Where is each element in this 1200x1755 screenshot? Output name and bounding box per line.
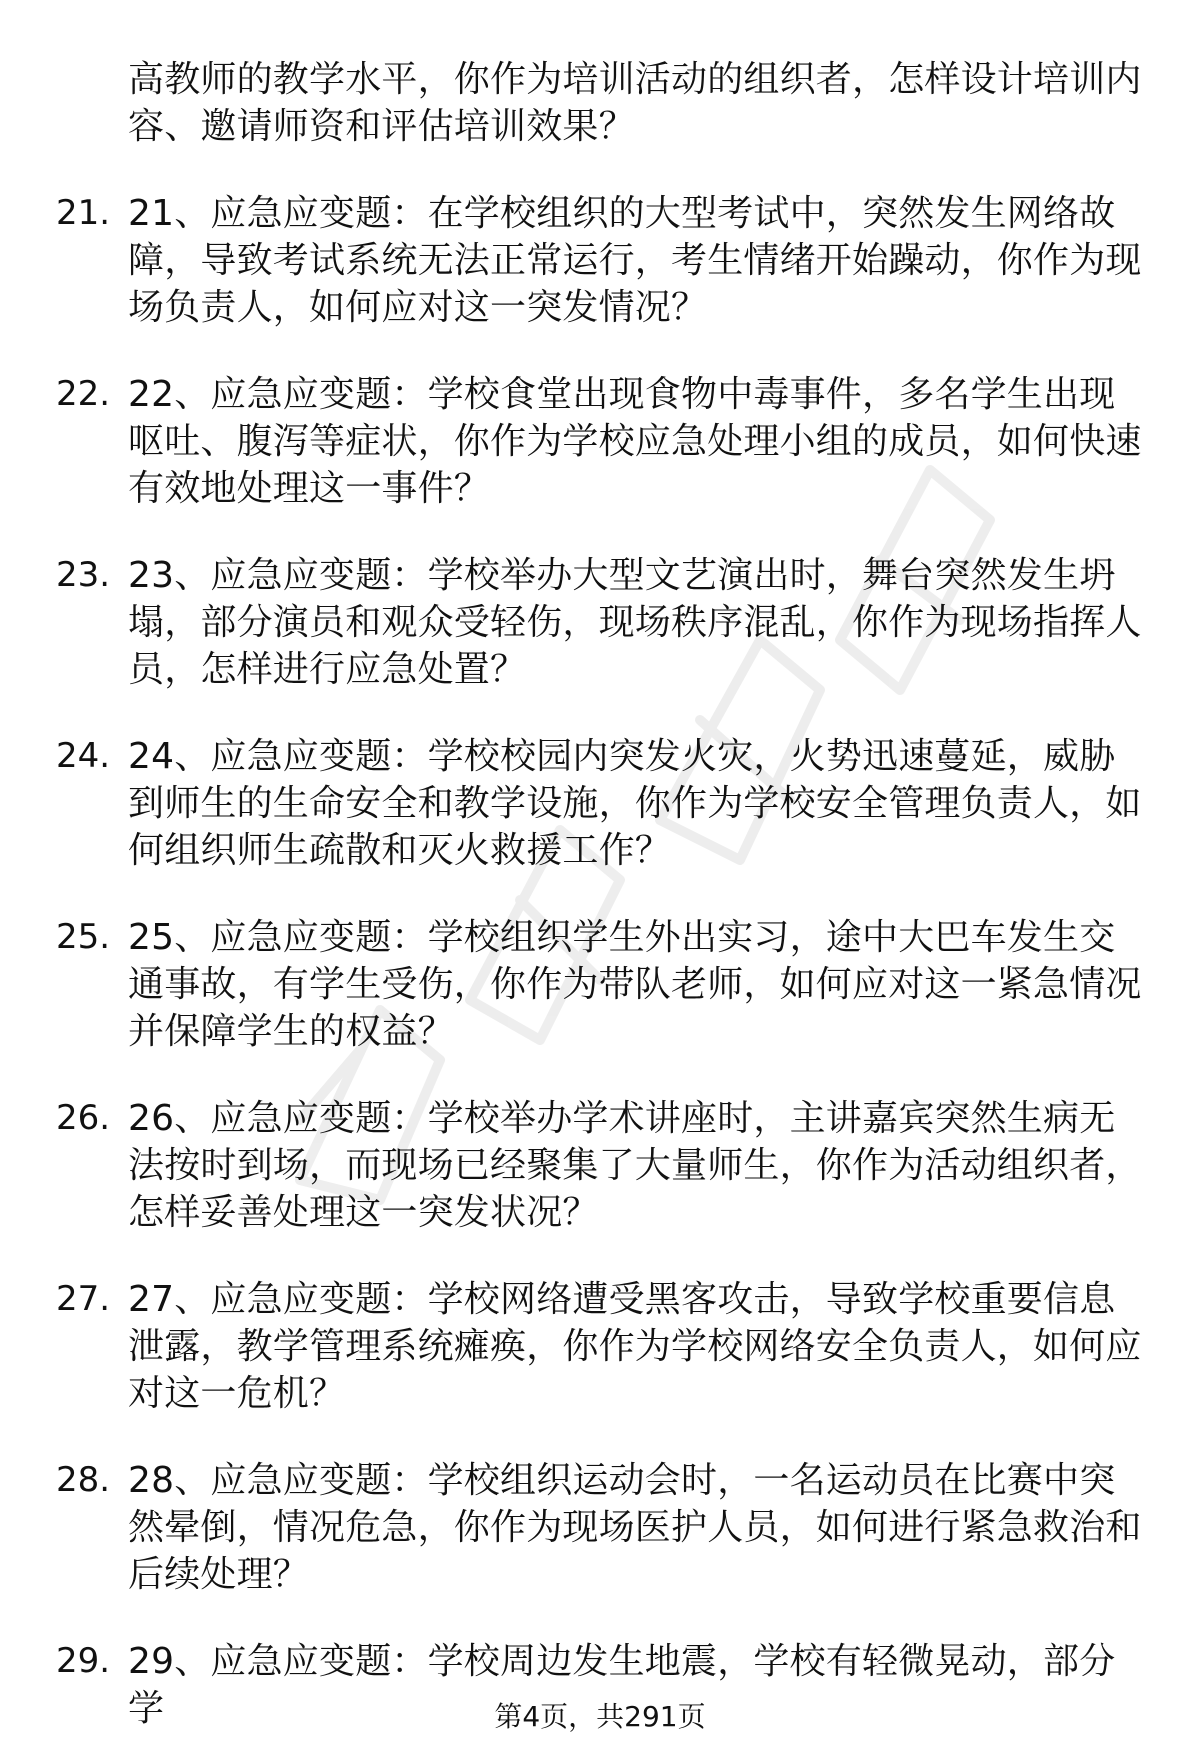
item-number: 22. [56, 374, 111, 414]
list-item [56, 914, 1146, 1055]
item-number: 21. [56, 193, 111, 233]
item-text: 29、应急应变题：学校周边发生地震，学校有轻微晃动，部分学 [128, 1641, 1116, 1729]
item-number: 26. [56, 1098, 111, 1138]
item-number: 29. [56, 1641, 111, 1681]
item-number: 28. [56, 1460, 111, 1500]
item-text: 22、应急应变题：学校食堂出现食物中毒事件，多名学生出现呕吐、腹泻等症状，你作为学校应急处理小组的成员，如何快速有效地处理这一事件？ [128, 374, 1142, 509]
item-text: 24、应急应变题：学校校园内突发火灾，火势迅速蔓延，威胁到师生的生命安全和教学设施，你作为学校安全管理负责人，如何组织师生疏散和灭火救援工作？ [128, 736, 1142, 871]
item-text: 27、应急应变题：学校网络遭受黑客攻击，导致学校重要信息泄露，教学管理系统瘫痪，你作为学校网络安全负责人，如何应对这一危机？ [128, 1279, 1142, 1414]
list-item [56, 1457, 1146, 1598]
list-item [56, 1276, 1146, 1417]
item-number: 25. [56, 917, 111, 957]
question-list [56, 56, 1146, 1732]
list-item [56, 552, 1146, 693]
list-item [56, 371, 1146, 512]
item-text: 25、应急应变题：学校组织学生外出实习，途中大巴车发生交通事故，有学生受伤，你作为带队老师，如何应对这一紧急情况并保障学生的权益？ [128, 917, 1142, 1052]
list-item [56, 733, 1146, 874]
list-item [56, 1095, 1146, 1236]
item-text: 28、应急应变题：学校组织运动会时，一名运动员在比赛中突然晕倒，情况危急，你作为现场医护人员，如何进行紧急救治和后续处理？ [128, 1460, 1142, 1595]
item-number: 23. [56, 555, 111, 595]
item-text: 21、应急应变题：在学校组织的大型考试中，突然发生网络故障，导致考试系统无法正常运行，考生情绪开始躁动，你作为现场负责人，如何应对这一突发情况？ [128, 193, 1142, 328]
item-number: 27. [56, 1279, 111, 1319]
item-number: 24. [56, 736, 111, 776]
item-text: 26、应急应变题：学校举办学术讲座时，主讲嘉宾突然生病无法按时到场，而现场已经聚集了大量师生，你作为活动组织者，怎样妥善处理这一突发状况？ [128, 1098, 1142, 1233]
page-footer: 第4页，共291页 [494, 1700, 706, 1733]
continued-question-text: 高教师的教学水平，你作为培训活动的组织者，怎样设计培训内容、邀请师资和评估培训效果？ [128, 59, 1142, 147]
list-item [56, 190, 1146, 331]
item-text: 23、应急应变题：学校举办大型文艺演出时，舞台突然发生坍塌，部分演员和观众受轻伤，现场秩序混乱，你作为现场指挥人员，怎样进行应急处置？ [128, 555, 1142, 690]
